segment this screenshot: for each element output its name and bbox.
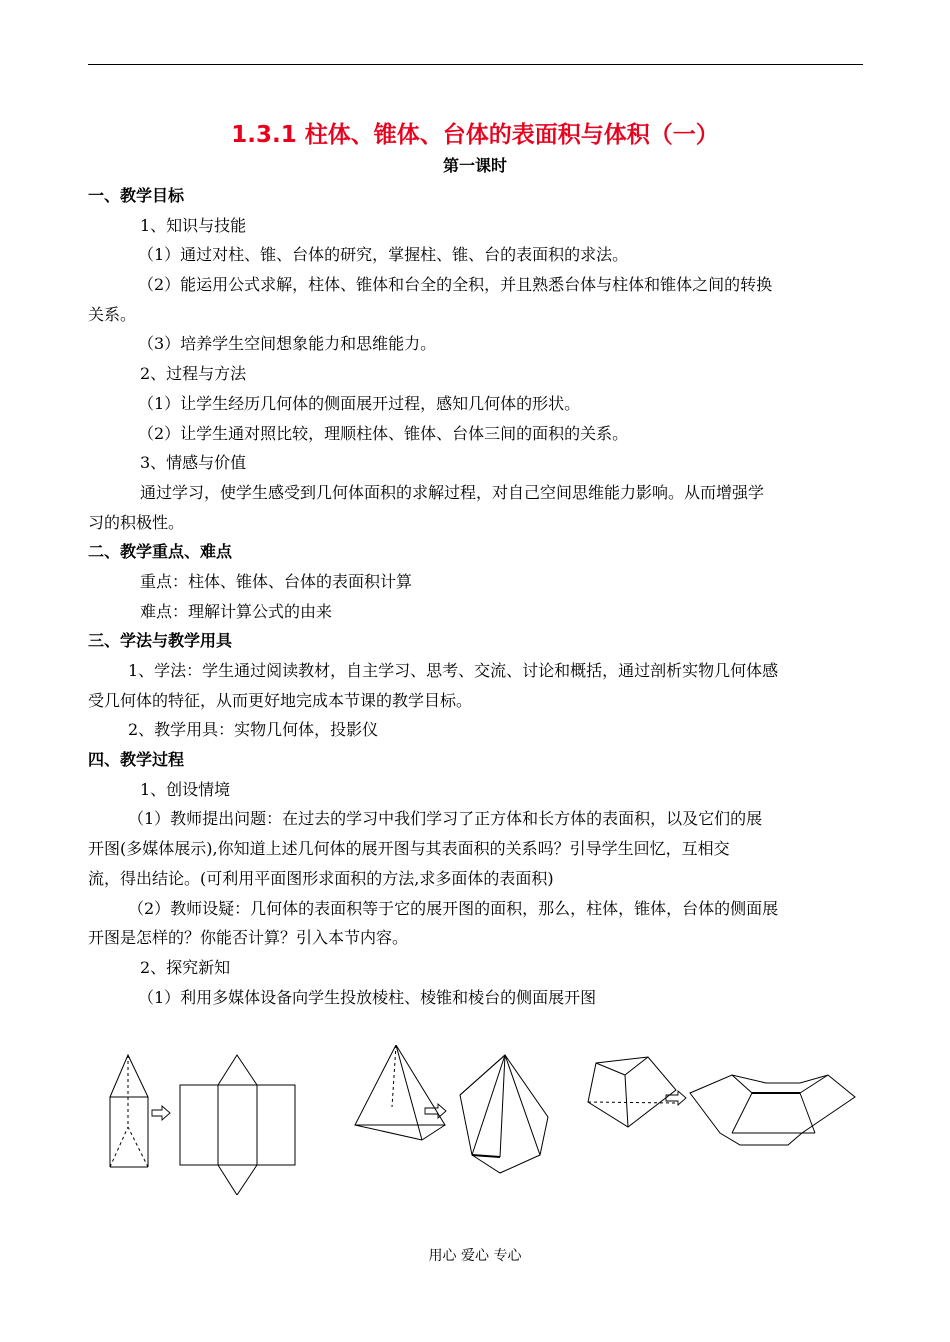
prism-net bbox=[180, 1055, 295, 1195]
pyramid-drawing bbox=[355, 1045, 445, 1140]
section-heading: 二、教学重点、难点 bbox=[88, 542, 233, 562]
subsection-heading: 2、过程与方法 bbox=[140, 364, 247, 384]
page-footer: 用心 爱心 专心 bbox=[428, 1248, 522, 1264]
paragraph-line: 开图(多媒体展示),你知道上述几何体的展开图与其表面积的关系吗？引导学生回忆，互相交 bbox=[88, 839, 730, 859]
subsection-heading: 3、情感与价值 bbox=[140, 453, 247, 473]
prism-drawing bbox=[110, 1055, 148, 1167]
paragraph-line: 2、教学用具：实物几何体，投影仪 bbox=[128, 720, 379, 740]
arrow-icon bbox=[666, 1091, 686, 1105]
paragraph-line: （1）让学生经历几何体的侧面展开过程，感知几何体的形状。 bbox=[138, 393, 581, 413]
paragraph-line: （2）让学生通对照比较，理顺柱体、锥体、台体三间的面积的关系。 bbox=[138, 423, 629, 443]
subsection-heading: 1、知识与技能 bbox=[140, 215, 247, 235]
paragraph-line: 关系。 bbox=[88, 304, 137, 324]
subsection-heading: 2、探究新知 bbox=[140, 957, 231, 977]
frustum-drawing bbox=[588, 1057, 676, 1127]
paragraph-line: 1、学法：学生通过阅读教材，自主学习、思考、交流、讨论和概括，通过剖析实物几何体感 bbox=[128, 661, 779, 680]
paragraph-line: （3）培养学生空间想象能力和思维能力。 bbox=[138, 334, 437, 354]
subsection-heading: 1、创设情境 bbox=[140, 779, 231, 799]
paragraph-line: 流，得出结论。(可利用平面图形求面积的方法,求多面体的表面积) bbox=[88, 868, 554, 888]
paragraph-line: （1）通过对柱、锥、台体的研究，掌握柱、锥、台的表面积的求法。 bbox=[138, 245, 629, 265]
paragraph-line: 开图是怎样的？你能否计算？引入本节内容。 bbox=[88, 928, 409, 948]
paragraph-line: 难点：理解计算公式的由来 bbox=[140, 601, 333, 621]
paragraph-line: （2）教师设疑：几何体的表面积等于它的展开图的面积，那么，柱体，锥体，台体的侧面展 bbox=[128, 898, 779, 918]
document-subtitle: 第一课时 bbox=[442, 156, 507, 175]
paragraph-line: （2）能运用公式求解，柱体、锥体和台全的全积，并且熟悉台体与柱体和锥体之间的转换 bbox=[138, 275, 773, 295]
paragraph-line: 重点：柱体、锥体、台体的表面积计算 bbox=[140, 571, 413, 591]
paragraph-line: （1）利用多媒体设备向学生投放棱柱、棱锥和棱台的侧面展开图 bbox=[138, 987, 597, 1007]
section-heading: 四、教学过程 bbox=[88, 750, 185, 770]
document-body bbox=[88, 181, 863, 1012]
polyhedra-unfolding-figure bbox=[100, 1045, 870, 1195]
paragraph-line: （1）教师提出问题：在过去的学习中我们学习了正方体和长方体的表面积，以及它们的展 bbox=[128, 809, 763, 829]
header-rule bbox=[88, 64, 863, 65]
paragraph-line: 受几何体的特征，从而更好地完成本节课的教学目标。 bbox=[88, 690, 473, 710]
section-heading: 三、学法与教学用具 bbox=[88, 631, 233, 651]
section-heading: 一、教学目标 bbox=[88, 186, 185, 205]
paragraph-line: 通过学习，使学生感受到几何体面积的求解过程，对自己空间思维能力影响。从而增强学 bbox=[140, 482, 765, 502]
paragraph-line: 习的积极性。 bbox=[88, 512, 185, 532]
arrow-icon bbox=[425, 1104, 446, 1118]
document-title: 1.3.1 柱体、锥体、台体的表面积与体积（一） bbox=[231, 122, 719, 148]
arrow-icon bbox=[152, 1106, 170, 1120]
pyramid-net bbox=[460, 1055, 548, 1173]
frustum-net bbox=[690, 1075, 855, 1145]
